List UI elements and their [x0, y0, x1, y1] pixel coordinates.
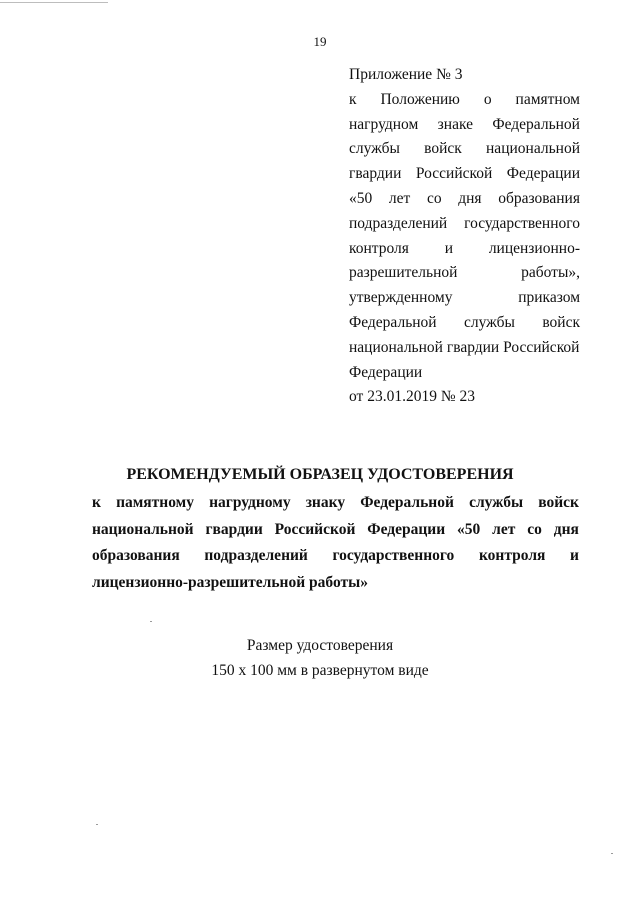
appendix-line [349, 286, 580, 311]
appendix-line [349, 212, 580, 237]
appendix-line-word: войск [542, 313, 580, 331]
appendix-line [349, 88, 580, 113]
subheading-line-word: образования [92, 547, 180, 565]
appendix-line [349, 113, 580, 138]
subheading-line-word: «50 [457, 520, 481, 538]
appendix-line-word: памятном [515, 90, 580, 108]
appendix-line-word: государственного [464, 214, 580, 232]
subheading-line [92, 570, 579, 597]
appendix-line-word: утвержденному [349, 289, 453, 307]
subheading-line-word: государственного [332, 547, 455, 565]
appendix-line-word: со [426, 189, 442, 207]
appendix-line-word: контроля [349, 239, 409, 257]
document-subheading [92, 490, 579, 596]
subheading-line [92, 490, 579, 517]
appendix-line-word: от 23.01.2019 № 23 [349, 388, 475, 406]
appendix-line-word: и [444, 239, 454, 257]
appendix-line-word: приказом [518, 289, 580, 307]
subheading-line [92, 543, 579, 570]
subheading-line-word: к [92, 494, 101, 511]
appendix-line-word: национальной гвардии Российской [349, 338, 580, 356]
size-caption-title: Размер удостоверения [246, 637, 394, 654]
scan-speck [150, 621, 152, 622]
appendix-line [349, 361, 580, 386]
appendix-line [349, 187, 580, 212]
appendix-line [349, 261, 580, 286]
appendix-line-word: работы», [521, 264, 580, 282]
subheading-line-word: памятному [116, 494, 194, 511]
appendix-line [349, 336, 580, 361]
subheading-line-word: и [570, 547, 579, 565]
appendix-line-word: Федерации [506, 165, 580, 183]
size-caption-dimensions: 150 х 100 мм в развернутом виде [211, 661, 429, 679]
subheading-line-word: службы [469, 494, 524, 511]
subheading-line-word: знаку [305, 494, 346, 511]
page-number: 19 [313, 34, 327, 49]
appendix-line-word: Федерации [349, 363, 423, 381]
appendix-line-word: лицензионно- [488, 239, 580, 257]
appendix-block [349, 63, 580, 410]
appendix-line [349, 311, 580, 336]
subheading-line-word: войск [538, 494, 579, 511]
subheading-line-word: дня [553, 520, 579, 538]
appendix-line-word: нагрудном [349, 115, 419, 133]
subheading-line-word: Федеральной [360, 494, 454, 511]
subheading-line-word: национальной [92, 520, 194, 538]
scan-speck [611, 853, 613, 854]
appendix-line-word: знаке [437, 115, 473, 133]
subheading-line-word: гвардии [205, 520, 263, 538]
appendix-line-word: службы [463, 313, 515, 331]
subheading-line-word: Российской [274, 520, 356, 538]
appendix-line-word: Федеральной [492, 115, 580, 133]
subheading-line-word: лет [492, 520, 516, 538]
top-scan-rule [0, 2, 108, 3]
subheading-line-word: нагрудному [209, 494, 291, 511]
scan-speck [96, 824, 98, 825]
appendix-line [349, 162, 580, 187]
subheading-line-word: лицензионно-разрешительной работы» [92, 573, 368, 591]
appendix-line-word: дня [458, 189, 482, 207]
appendix-line-word: образования [498, 189, 580, 207]
subheading-line-word: со [527, 520, 542, 538]
appendix-line-word: к [349, 90, 357, 108]
appendix-line-word: гвардии [349, 165, 402, 183]
appendix-line [349, 385, 580, 410]
size-caption [0, 634, 640, 683]
appendix-line-word: Федеральной [349, 313, 437, 331]
appendix-line-word: разрешительной [349, 264, 458, 282]
document-heading: РЕКОМЕНДУЕМЫЙ ОБРАЗЕЦ УДОСТОВЕРЕНИЯ [126, 466, 514, 483]
appendix-line-word: подразделений [349, 214, 448, 232]
appendix-line-word: Российской [415, 165, 493, 183]
appendix-line-word: лет [388, 189, 411, 207]
appendix-line-word: о [483, 90, 492, 108]
appendix-line [349, 137, 580, 162]
subheading-line-word: Федерации [367, 520, 446, 538]
appendix-line-word: войск [424, 140, 462, 158]
subheading-line-word: контроля [478, 547, 546, 565]
subheading-line [92, 517, 579, 544]
appendix-line-word: Приложение № 3 [349, 66, 463, 83]
subheading-line-word: подразделений [204, 547, 308, 565]
appendix-line-word: национальной [486, 140, 580, 158]
appendix-line-word: Положению [380, 90, 460, 108]
appendix-line-word: службы [349, 140, 400, 158]
appendix-line [349, 63, 580, 88]
appendix-line [349, 237, 580, 262]
appendix-line-word: «50 [349, 189, 373, 207]
